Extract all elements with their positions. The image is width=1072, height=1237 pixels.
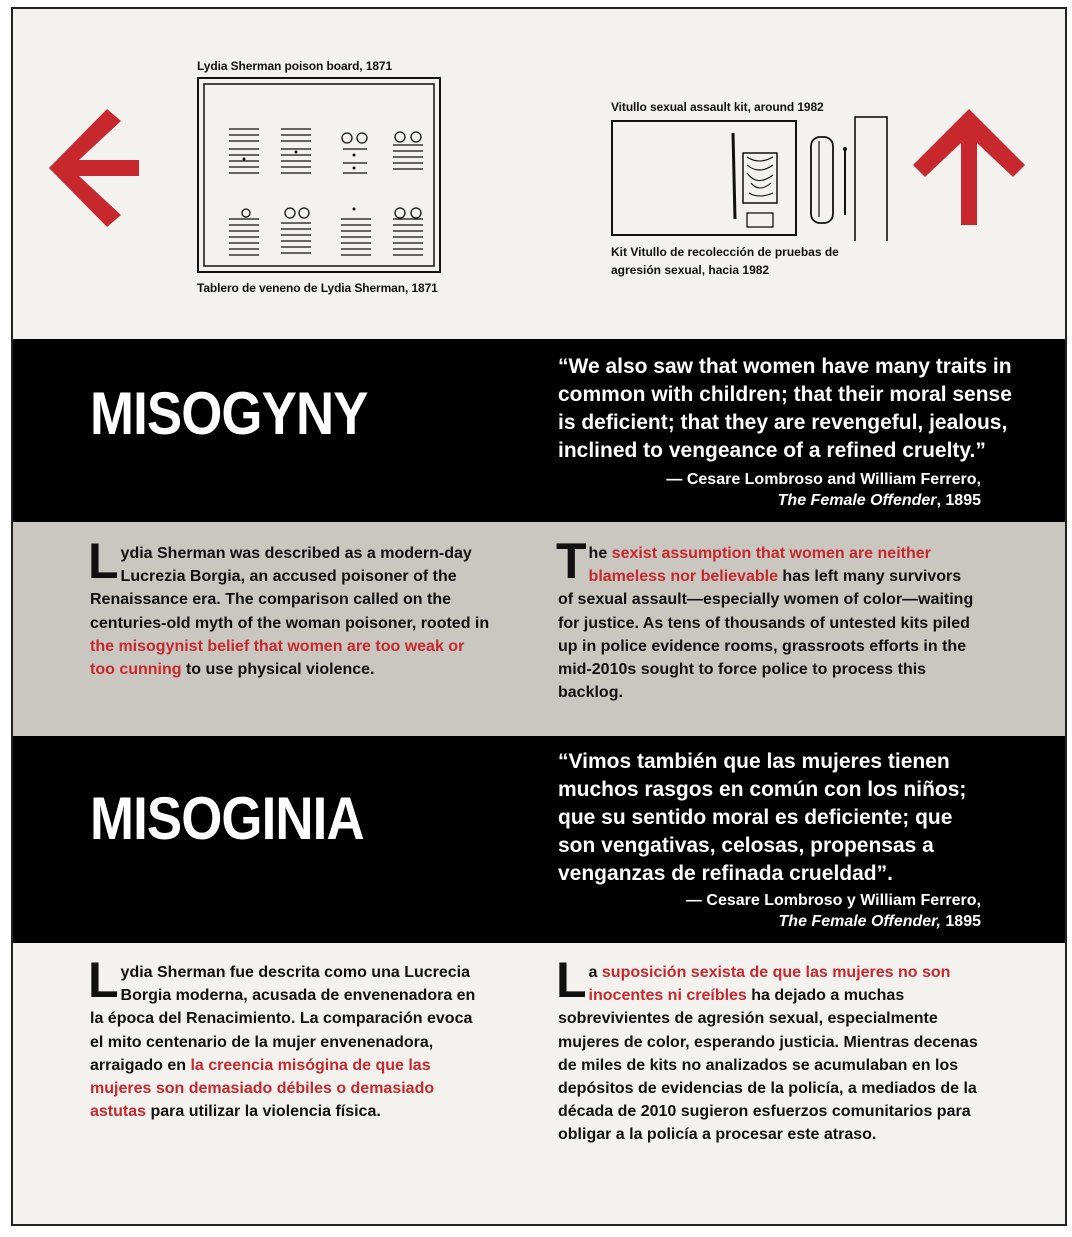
title-misogyny: MISOGYNY: [90, 380, 368, 447]
artifact-illustrations: [13, 9, 1065, 339]
quote-spanish: “Vimos también que las mujeres tienen muchos rasgos en común con los niños; que su sentido moral es deficiente; que son vengativas, celosas, propensas a venganzas de refinada crueldad”.: [558, 750, 967, 885]
highlight-text: suposición sexista de que las mujeres no son inocentes ni creíbles: [588, 964, 951, 1005]
sexual-assault-kit-illustration: [611, 107, 895, 241]
spanish-body: [13, 943, 1065, 1224]
attribution-year: , 1895: [936, 492, 981, 509]
exhibit-panel: [11, 7, 1067, 1226]
paragraph-english-right: The sexist assumption that women are neither blameless nor believable has left many survivors of sexual assault—especially women of color—waiting for justice. As tens of thousands of untested kits piled up in police evidence rooms, grassroots efforts in the mid-2010s sought to force police to process this backlog.: [556, 533, 974, 702]
attribution-spanish: [686, 890, 981, 932]
dropcap: L: [88, 952, 119, 1008]
attribution-english: [666, 469, 981, 511]
dropcap: T: [556, 533, 587, 589]
quote-english: “We also saw that women have many traits in common with children; that their moral sense is deficient; that they are revengeful, jealous, inclined to vengeance of a refined cruelty.”: [558, 355, 1012, 462]
highlight-text: sexist assumption that women are neither blameless nor believable: [588, 545, 931, 586]
attribution-authors: — Cesare Lombroso and William Ferrero,: [666, 471, 981, 488]
poison-board-caption-en: Lydia Sherman poison board, 1871: [197, 59, 393, 73]
dropcap: L: [88, 533, 119, 589]
attribution-book: The Female Offender: [777, 492, 937, 509]
highlight-text: the misogynist belief that women are too weak or too cunning: [90, 637, 465, 679]
paragraph-english-left: Lydia Sherman was described as a modern-day Lucrezia Borgia, an accused poisoner of the Renaissance era. The comparison called on the centuries-old myth of the woman poisoner, rooted in the misogynist belief that women are too weak or too cunning to use physical violence.: [88, 533, 490, 679]
dropcap: L: [556, 952, 587, 1008]
highlight-text: la creencia misógina de que las mujeres son demasiado débiles o demasiado astutas: [90, 1056, 435, 1121]
poison-board-caption-es: Tablero de veneno de Lydia Sherman, 1871: [197, 281, 438, 295]
english-body: [13, 522, 1065, 736]
english-heading-band: [13, 339, 1065, 522]
paragraph-spanish-left: Lydia Sherman fue descrita como una Lucrecia Borgia moderna, acusada de envenenadora en la época del Renacimiento. La comparación evoca el mito centenario de la mujer envenenadora, arraigado en la creencia misógina de que las mujeres son demasiado débiles o demasiado astutas para utilizar la violencia física.: [88, 952, 476, 1121]
kit-caption-es: Kit Vitullo de recolección de pruebas de agresión sexual, hacia 1982: [611, 245, 839, 277]
poison-board-illustration: [197, 77, 441, 273]
attribution-book: The Female Offender,: [778, 913, 941, 930]
attribution-year: 1895: [940, 913, 981, 930]
spanish-heading-band: [13, 736, 1065, 943]
paragraph-spanish-right: La suposición sexista de que las mujeres no son inocentes ni creíbles ha dejado a muchas sobrevivientes de agresión sexual, especialmente mujeres de color, esperando justicia. Mientras decenas de miles de kits no analizados se acumulaban en los depósitos de evidencias de la policía, a mediados de la década de 2010 sugieron esfuerzos comunitarios para obligar a la policía a procesar este atraso.: [556, 952, 978, 1144]
arrow-left-icon: [49, 109, 139, 227]
attribution-authors: — Cesare Lombroso y William Ferrero,: [685, 892, 981, 909]
title-misoginia: MISOGINIA: [90, 785, 364, 852]
arrow-up-icon: [913, 109, 1025, 225]
kit-caption-en: Vitullo sexual assault kit, around 1982: [611, 100, 824, 114]
